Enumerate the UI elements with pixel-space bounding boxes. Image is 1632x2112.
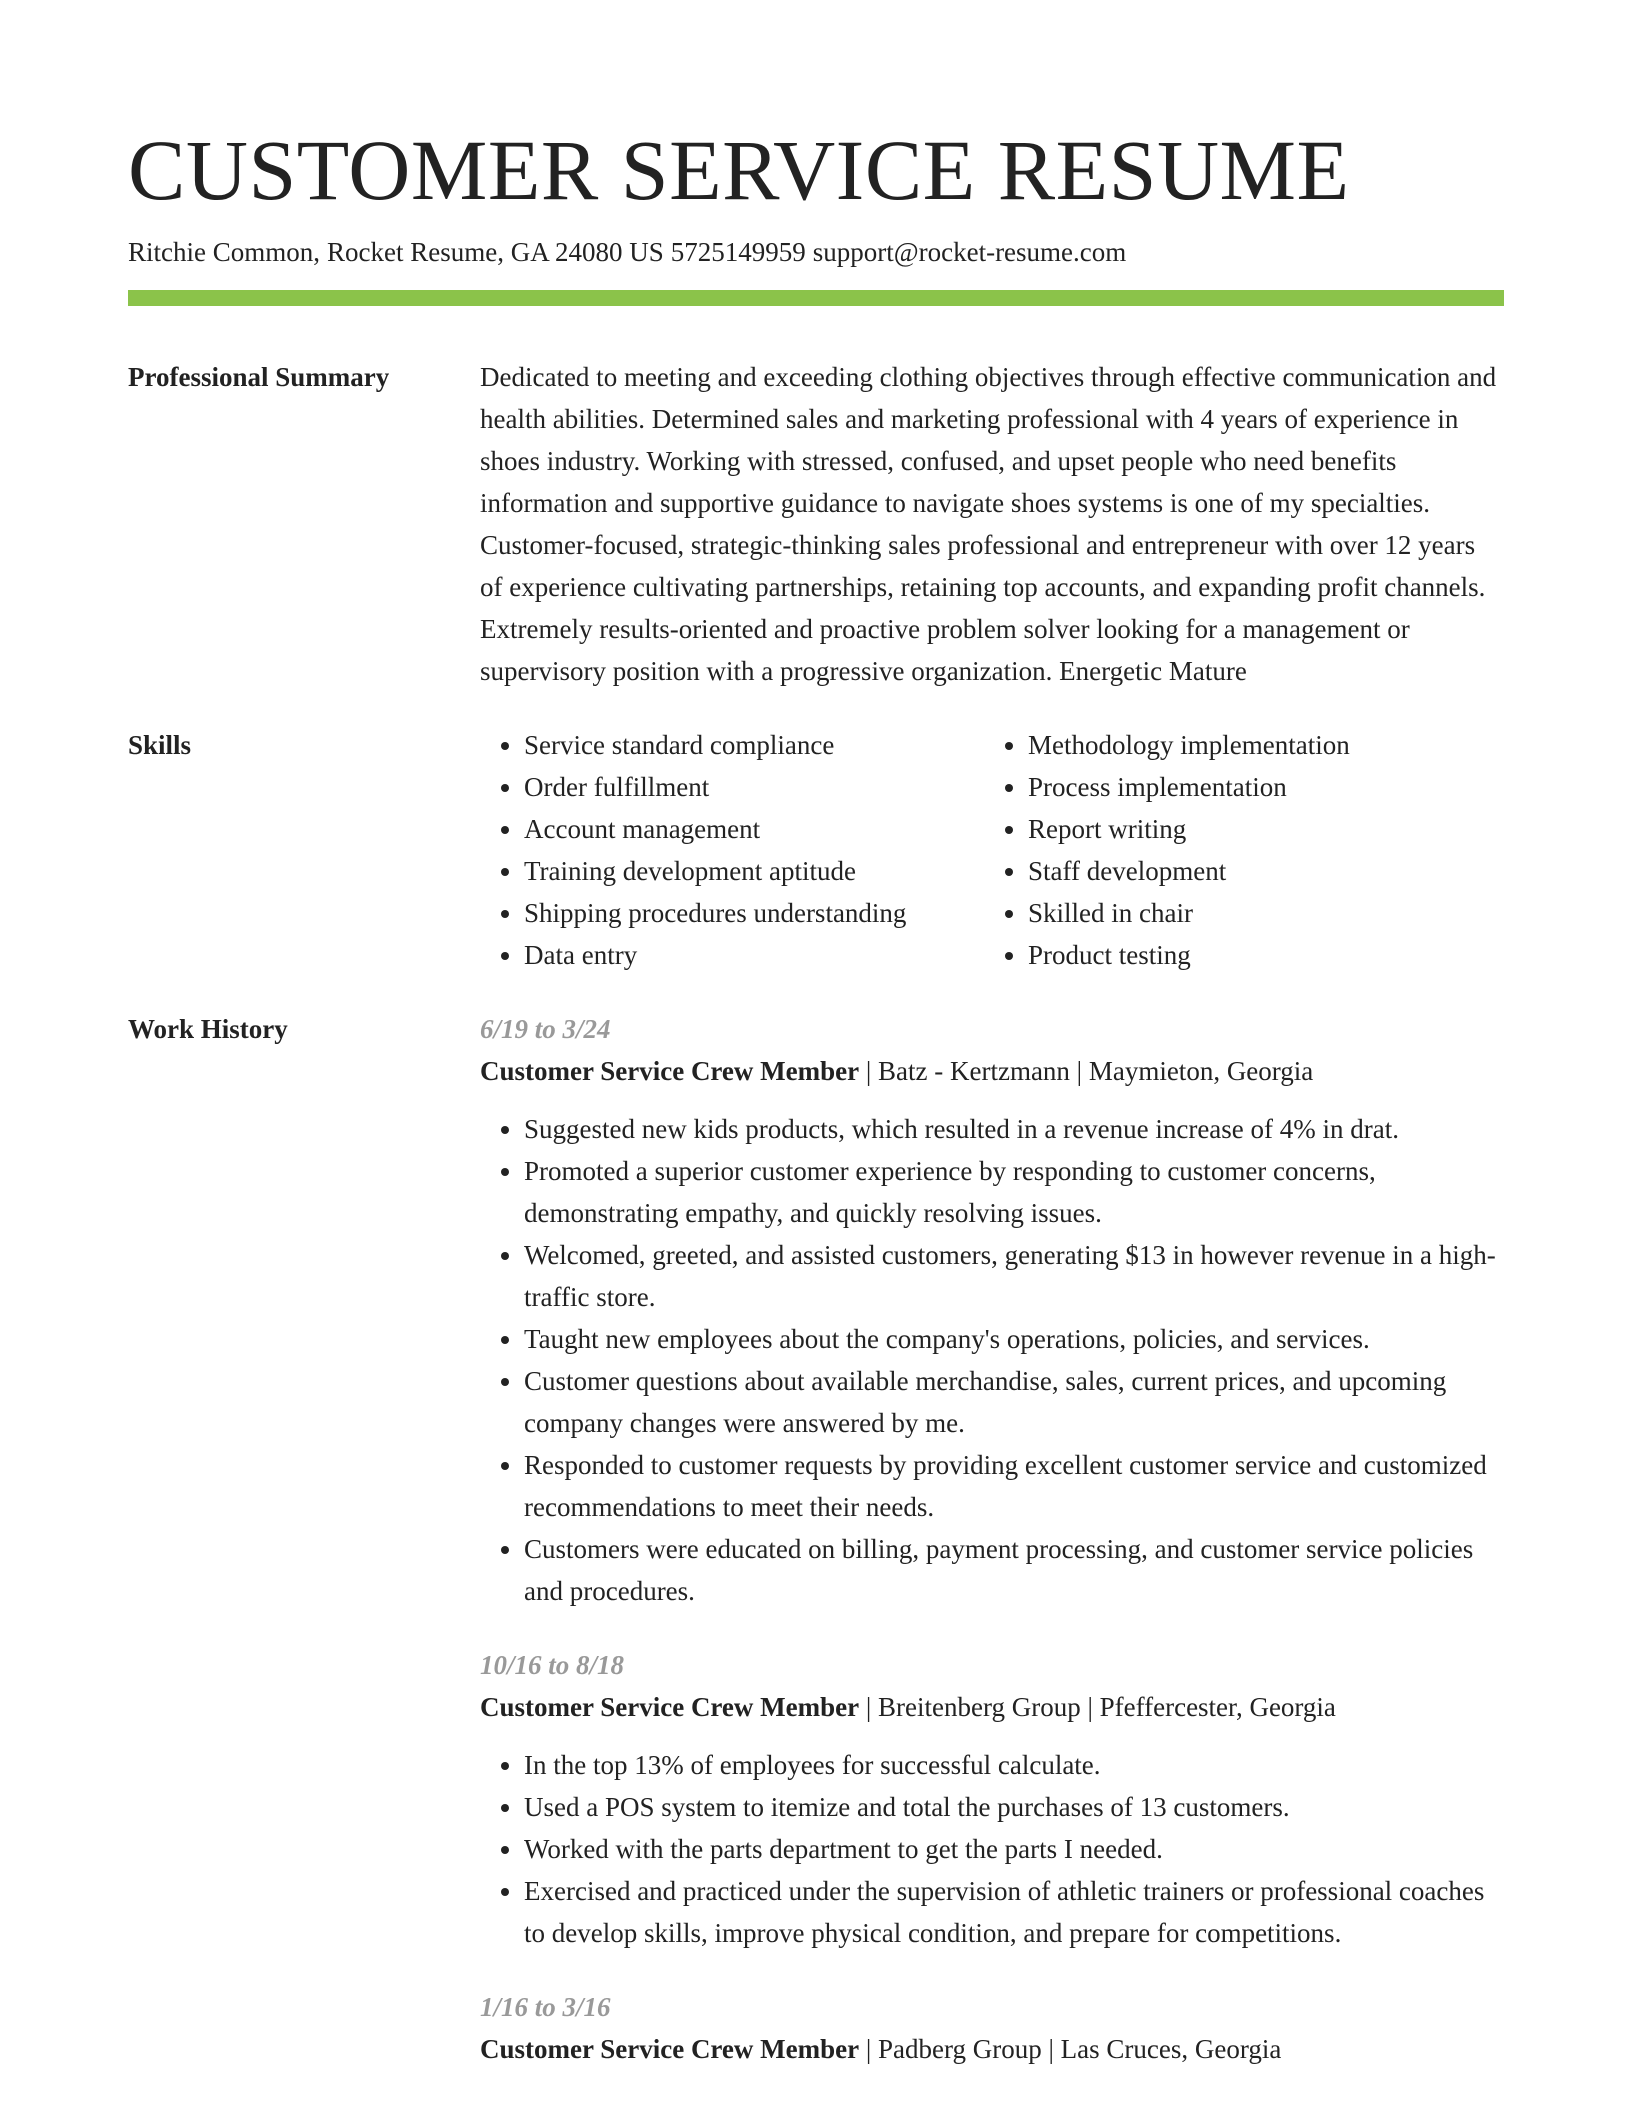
job-entry: [480, 1008, 1504, 1612]
skill-item: • Skilled in chair: [1028, 892, 1488, 934]
job-bullet: • Taught new employees about the company's operations, policies, and services.: [524, 1318, 1504, 1360]
skill-item: • Order fulfillment: [524, 766, 984, 808]
job-role: Customer Service Crew Member: [480, 1056, 860, 1086]
skills-grid: [480, 724, 1504, 976]
skills-left-list: [480, 724, 984, 976]
job-bullet: • Suggested new kids products, which resulted in a revenue increase of 4% in drat.: [524, 1108, 1504, 1150]
job-title-line: [480, 2028, 1504, 2070]
skills-right-list: [984, 724, 1488, 976]
job-dates: 6/19 to 3/24: [480, 1014, 611, 1044]
skill-item: • Staff development: [1028, 850, 1488, 892]
accent-divider: [128, 290, 1504, 306]
job-details: | Padberg Group | Las Cruces, Georgia: [859, 2034, 1282, 2064]
job-bullet: • Exercised and practiced under the supervision of athletic trainers or professional coaches to develop skills, improve physical condition, and prepare for competitions.: [524, 1870, 1504, 1954]
contact-phone: 5725149959: [670, 237, 806, 267]
job-bullet-list: [480, 1744, 1504, 1954]
summary-heading: Professional Summary: [128, 362, 390, 392]
job-role: Customer Service Crew Member: [480, 2034, 860, 2064]
skill-item: • Methodology implementation: [1028, 724, 1488, 766]
contact-name: Ritchie Common,: [128, 237, 320, 267]
skill-item: • Data entry: [524, 934, 984, 976]
job-bullet: • In the top 13% of employees for successful calculate.: [524, 1744, 1504, 1786]
resume-page: [128, 118, 1504, 2102]
job-role: Customer Service Crew Member: [480, 1692, 860, 1722]
job-bullet: • Welcomed, greeted, and assisted customers, generating $13 in however revenue in a high-traffic store.: [524, 1234, 1504, 1318]
resume-title: CUSTOMER SERVICE RESUME: [128, 122, 1350, 218]
skill-item: • Process implementation: [1028, 766, 1488, 808]
work-history-body: [480, 1008, 1504, 2102]
job-bullet: • Worked with the parts department to get the parts I needed.: [524, 1828, 1504, 1870]
skill-item: • Account management: [524, 808, 984, 850]
job-bullet: • Customers were educated on billing, payment processing, and customer service policies and procedures.: [524, 1528, 1504, 1612]
skills-section: [128, 724, 1504, 976]
job-bullet: • Used a POS system to itemize and total the purchases of 13 customers.: [524, 1786, 1504, 1828]
summary-section: [128, 356, 1504, 692]
job-title-line: [480, 1050, 1504, 1092]
work-history-heading: Work History: [128, 1014, 288, 1044]
contact-email[interactable]: support@rocket-resume.com: [812, 237, 1127, 267]
job-entry: [480, 1644, 1504, 1954]
work-history-section: [128, 1008, 1504, 2102]
skill-item: • Training development aptitude: [524, 850, 984, 892]
job-details: | Breitenberg Group | Pfeffercester, Georgia: [859, 1692, 1336, 1722]
job-dates: 1/16 to 3/16: [480, 1992, 611, 2022]
skill-item: • Shipping procedures understanding: [524, 892, 984, 934]
skill-item: • Report writing: [1028, 808, 1488, 850]
job-bullet: • Responded to customer requests by providing excellent customer service and customized recommendations to meet their needs.: [524, 1444, 1504, 1528]
job-bullet-list: [480, 1108, 1504, 1612]
summary-text: Dedicated to meeting and exceeding clothing objectives through effective communication and health abilities. Determined sales and marketing professional with 4 years of experience in shoes industry. Working with stressed, confused, and upset people who need benefits information and supportive guidance to navigate shoes systems is one of my specialties. Customer-focused, strategic-thinking sales professional and entrepreneur with over 12 years of experience cultivating partnerships, retaining top accounts, and expanding profit channels. Extremely results-oriented and proactive problem solver looking for a management or supervisory position with a progressive organization. Energetic Mature: [480, 362, 1497, 686]
contact-address: Rocket Resume, GA 24080 US: [327, 237, 664, 267]
job-bullet: • Customer questions about available merchandise, sales, current prices, and upcoming company changes were answered by me.: [524, 1360, 1504, 1444]
job-bullet: • Promoted a superior customer experience by responding to customer concerns, demonstrating empathy, and quickly resolving issues.: [524, 1150, 1504, 1234]
contact-line: [128, 234, 1504, 270]
job-title-line: [480, 1686, 1504, 1728]
skills-heading: Skills: [128, 730, 192, 760]
job-details: | Batz - Kertzmann | Maymieton, Georgia: [859, 1056, 1314, 1086]
job-dates: 10/16 to 8/18: [480, 1650, 625, 1680]
job-entry: [480, 1986, 1504, 2070]
skill-item: • Service standard compliance: [524, 724, 984, 766]
skill-item: • Product testing: [1028, 934, 1488, 976]
